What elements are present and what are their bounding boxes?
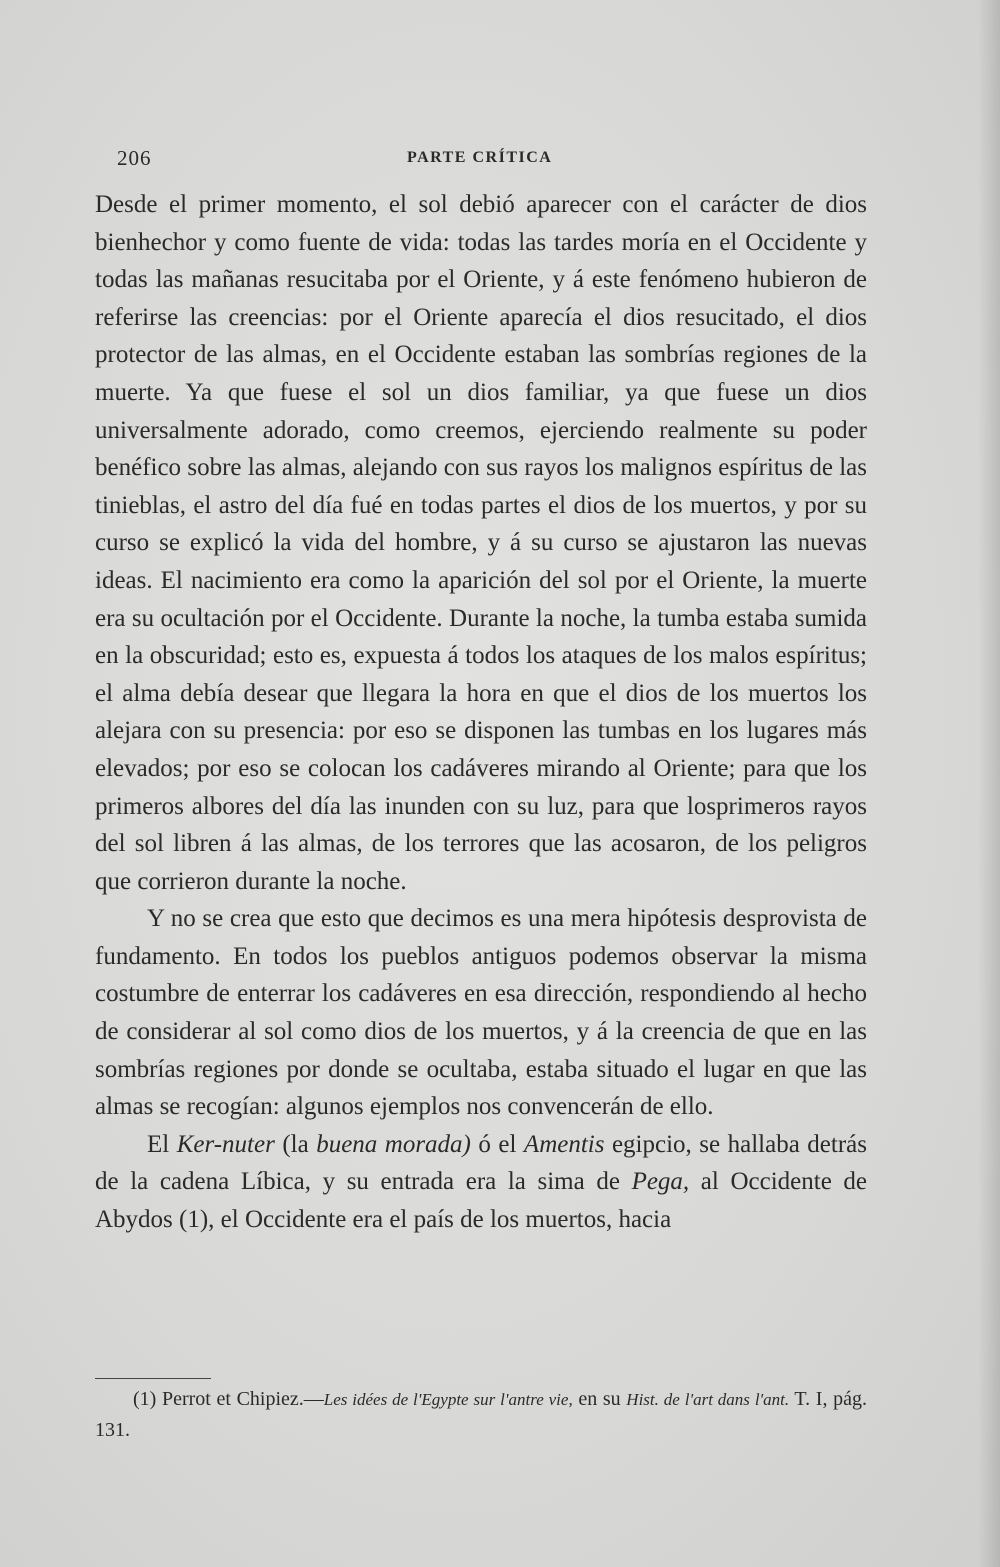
body-text	[95, 186, 867, 1239]
page-edge-shadow	[978, 0, 1000, 1567]
footnote-italic-source: Hist. de l'art dans l'ant.	[626, 1390, 790, 1409]
paragraph-3-text: (la	[274, 1130, 317, 1158]
italic-term-amentis: Amentis	[523, 1130, 605, 1158]
paragraph-1: Desde el primer momento, el sol debió aparecer con el carácter de dios bienhechor y como fuente de vida: todas las tardes moría en el Occidente y todas las mañanas resucitaba por el Oriente, y á este fenómeno hubieron de referirse las creencias: por el Oriente aparecía el dios resucitado, el dios protector de las almas, en el Occidente estaban las sombrías regiones de la muerte. Ya que fuese el sol un dios familiar, ya que fuese un dios universalmente adorado, como creemos, ejerciendo realmente su poder benéfico sobre las almas, alejando con sus rayos los malignos espíritus de las tinieblas, el astro del día fué en todas partes el dios de los muertos, y por su curso se explicó la vida del hombre, y á su curso se ajustaron las nuevas ideas. El nacimiento era como la aparición del sol por el Oriente, la muerte era su ocultación por el Occidente. Durante la noche, la tumba estaba sumida en la obscuridad; esto es, expuesta á todos los ataques de los malos espíritus; el alma debía desear que llegara la hora en que el dios de los muertos los alejara con su presencia: por eso se disponen las tumbas en los lugares más elevados; por eso se colocan los cadáveres mirando al Oriente; para que los primeros albores del día las inunden con su luz, para que losprimeros rayos del sol libren á las almas, de los terrores que las acosaron, de los peligros que corrieron durante la noche.	[95, 191, 867, 895]
italic-term-buena-morada: buena morada)	[316, 1130, 471, 1158]
italic-term-pega: Pega,	[631, 1168, 690, 1196]
running-head: PARTE CRÍTICA	[407, 149, 553, 166]
paragraph-3-text: El	[147, 1130, 177, 1158]
footnote-rule	[95, 1378, 211, 1379]
paragraph-3-text: egipcio, se hallaba detrás de la cadena Líbica, y su entrada era la sima de	[95, 1130, 867, 1196]
paragraph-2: Y no se crea que esto que decimos es una mera hipótesis desprovista de fundamento. En todos los pueblos antiguos podemos observar la misma costumbre de enterrar los cadáveres en esa dirección, respondiendo al hecho de considerar al sol como dios de los muertos, y á la creencia de que en las sombrías regiones por donde se ocultaba, estaba situado el lugar en que las almas se recogían: algunos ejemplos nos convencerán de ello.	[95, 905, 867, 1121]
footnote-text: en su	[572, 1388, 627, 1410]
paragraph-3-text: ó el	[470, 1130, 524, 1158]
italic-term-ker-nuter: Ker-nuter	[176, 1130, 275, 1158]
footnote-italic-title: Les idées de l'Egypte sur l'antre vie,	[323, 1390, 573, 1409]
footnote-mark: (1)	[133, 1388, 157, 1410]
page-header	[117, 146, 867, 176]
footnote-text: T. I, pág. 131.	[95, 1388, 867, 1441]
paragraph-3	[95, 1126, 867, 1239]
page-number: 206	[117, 146, 152, 170]
footnote	[95, 1384, 867, 1445]
footnote-text: Perrot et Chipiez.—	[156, 1388, 324, 1410]
paragraph-3-text: al Occidente de Abydos (1), el Occidente era el país de los muertos, hacia	[95, 1168, 868, 1234]
